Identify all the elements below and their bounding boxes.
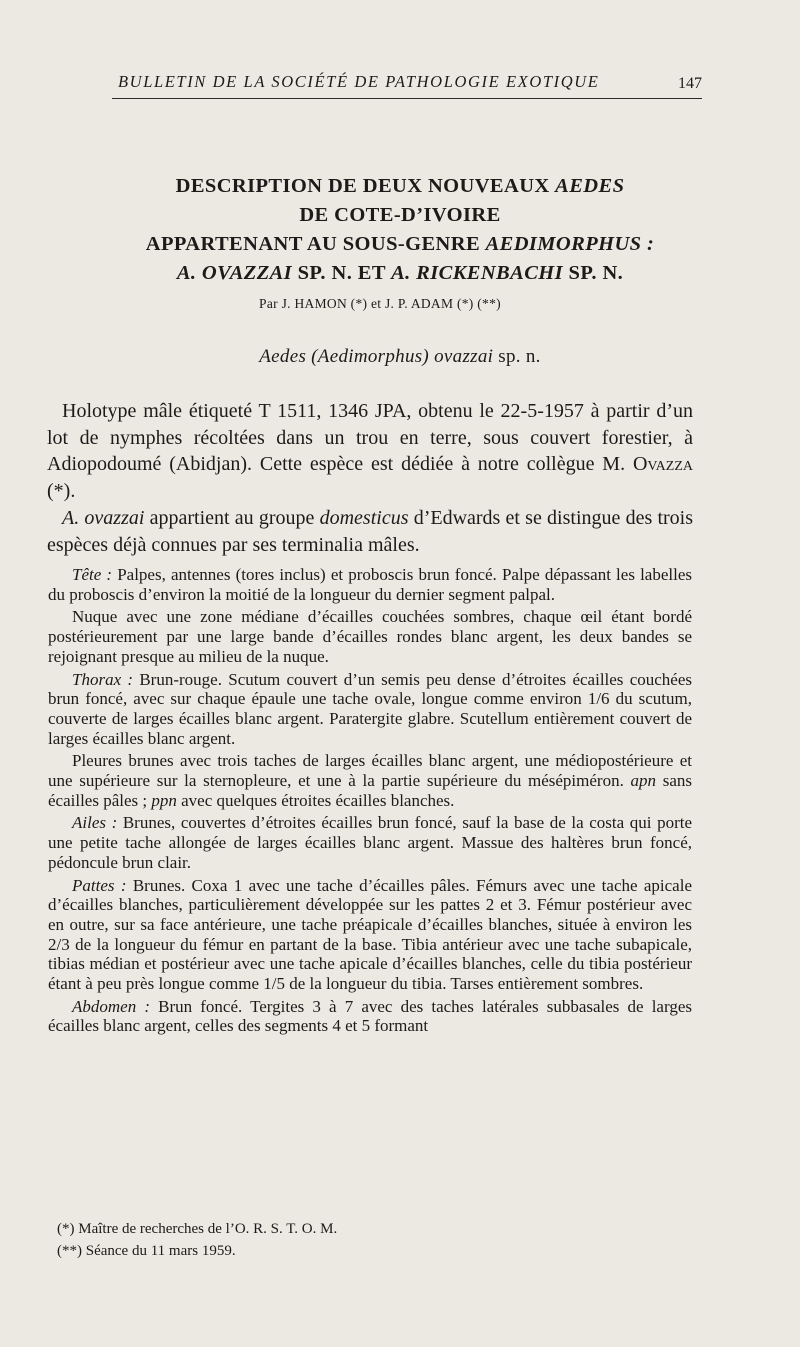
article-title: [60, 172, 740, 288]
abdomen-paragraph: Abdomen : Brun foncé. Tergites 3 à 7 avec des taches latérales subbasales de larges écailles blanc argent, celles des segments 4 et 5 formant: [48, 996, 692, 1036]
page-number: 147: [678, 75, 702, 92]
colleague-name: Ovazza: [632, 453, 694, 476]
species-heading: Aedes (Aedimorphus) ovazzai sp. n.: [259, 346, 541, 367]
title-line-1: DESCRIPTION DE DEUX NOUVEAUX AEDES: [175, 175, 625, 197]
footnote-1: (*) Maître de recherches de l’O. R. S. T. O. M.: [57, 1221, 338, 1237]
holotype-paragraph: Holotype mâle étiqueté T 1511, 1346 JPA, obtenu le 22-5-1957 à partir d’un lot de nymphes récoltées dans un trou en terre, sous couvert forestier, à Adiopodoumé (Abidjan). Cette espèce est dédiée à notre collègue M. Ovazza (*).: [47, 400, 694, 503]
journal-title: BULLETIN DE LA SOCIÉTÉ DE PATHOLOGIE EXOTIQUE: [118, 72, 600, 91]
running-head: [112, 72, 702, 98]
nuque-paragraph: Nuque avec une zone médiane d’écailles couchées sombres, chaque œil étant bordé postérieurement par une large bande d’écailles rondes blanc argent, les deux bandes se rejoignant presque au milieu de la nuque.: [48, 607, 692, 666]
header-rule: [112, 98, 702, 99]
description-text: [48, 565, 692, 1036]
author-line: Par J. HAMON (*) et J. P. ADAM (*) (**): [259, 296, 501, 311]
tete-paragraph: Tête : Palpes, antennes (tores inclus) et proboscis brun foncé. Palpe dépassant les labelles du proboscis d’environ la moitié de la longueur du dernier segment palpal.: [48, 565, 692, 604]
title-line-2: DE COTE-D’IVOIRE: [299, 204, 501, 226]
footnote-2: (**) Séance du 11 mars 1959.: [57, 1243, 236, 1259]
thorax-paragraph: Thorax : Brun-rouge. Scutum couvert d’un semis peu dense d’étroites écailles couchées brun foncé, avec sur chaque épaule une tache ovale, longue comme environ 1/6 du scutum, couverte de larges écailles blanc argent. Paratergite glabre. Scutellum entièrement couvert de larges écailles blanc argent.: [48, 669, 692, 748]
ailes-paragraph: Ailes : Brunes, couvertes d’étroites écailles brun foncé, sauf la base de la costa qui porte une petite tache allongée de larges écailles blanc argent. Massue des haltères brun foncé, pédoncule brun clair.: [48, 813, 693, 872]
group-paragraph: A. ovazzai appartient au groupe domesticus d’Edwards et se distingue des trois espèces déjà connues par ses terminalia mâles.: [47, 506, 693, 556]
pattes-paragraph: Pattes : Brunes. Coxa 1 avec une tache d’écailles pâles. Fémurs avec une tache apicale d’écailles blanches, particulièrement développée sur les pattes 2 et 3. Fémur postérieur avec en outre, sur sa face antérieure, une tache préapicale d’écailles blanches, située à environ les 2/3 de la longueur du fémur en partant de la base. Tibia antérieur avec une tache subapicale, tibias médian et postérieur avec une tache apicale d’écailles blanches, celle du tibia postérieur étant à peu près longue comme 1/5 de la longueur du tibia. Tarses entièrement sombres.: [48, 875, 692, 994]
title-line-4: A. OVAZZAI SP. N. ET A. RICKENBACHI SP. N.: [176, 262, 624, 284]
title-line-3: APPARTENANT AU SOUS-GENRE AEDIMORPHUS :: [145, 233, 655, 255]
footnotes: [57, 1218, 697, 1262]
pleures-paragraph: Pleures brunes avec trois taches de larges écailles blanc argent, une médiopostérieure et une supérieure sur la sternopleure, et une à la partie supérieure du mésépiméron. apn sans écailles pâles ; ppn avec quelques étroites écailles blanches.: [48, 751, 692, 810]
intro-text: [47, 398, 693, 558]
